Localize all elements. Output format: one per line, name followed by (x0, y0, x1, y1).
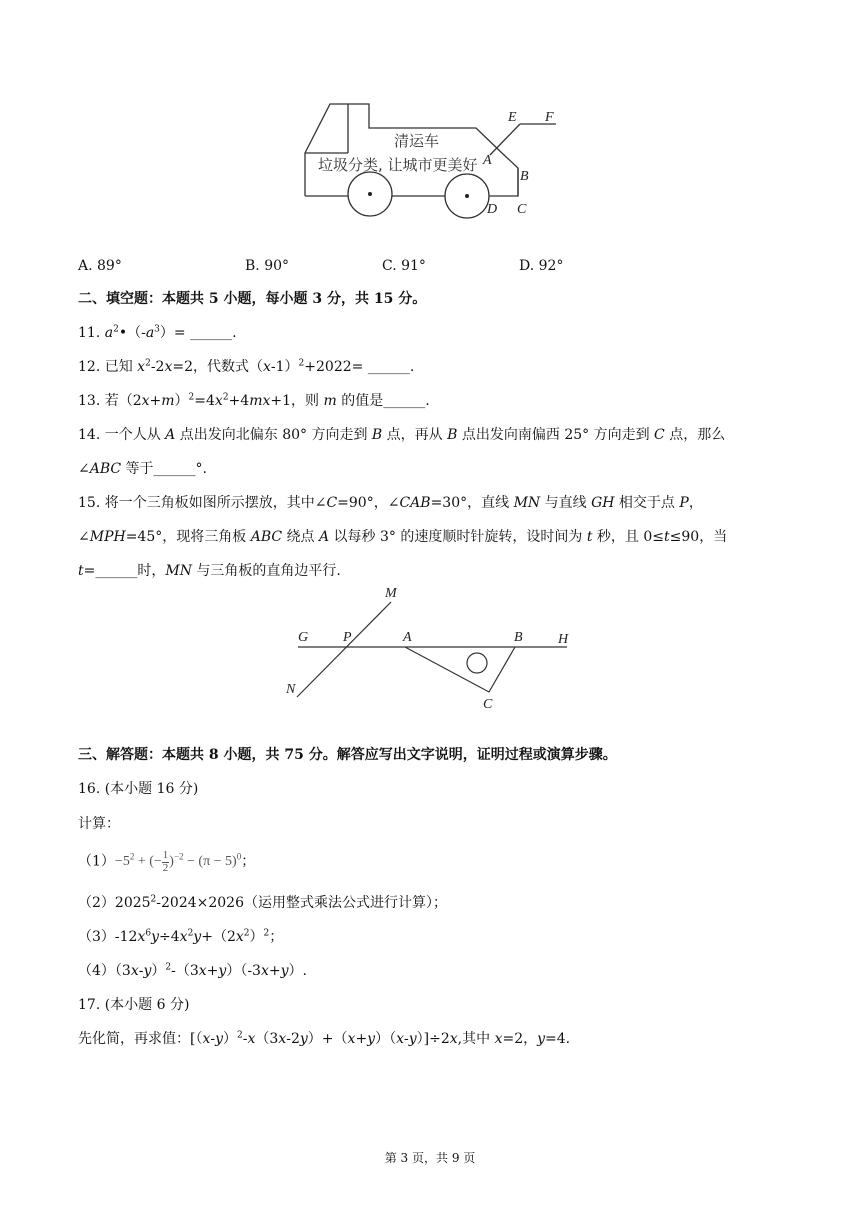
fig-label-p: P (343, 630, 352, 645)
fig-label-a: A (403, 630, 412, 645)
section2-title: 二、填空题：本题共 5 小题，每小题 3 分，共 15 分。 (78, 291, 427, 307)
fig-label-c: C (483, 697, 493, 712)
q10-option-b: B. 90° (245, 258, 290, 274)
question-14-line1: 14. 一个人从 A 点出发向北偏东 80° 方向走到 B 点，再从 B 点出发向南偏西 25° 方向走到 C 点，那么 (78, 427, 726, 443)
truck-label-e: E (508, 110, 517, 125)
question-12: 12. 已知 $x^2-2x=2$，代数式$(x-1)^2+2022=$ ______. (78, 358, 415, 375)
truck-label-a: A (483, 153, 492, 168)
question-13: 13. 若$(2x+m)^2=4x^2+4mx+1$，则 m 的值是______. (78, 392, 430, 409)
fraction-one-half: $\frac{1}{2}$ (162, 849, 169, 874)
question-15-line3: t=______时，MN 与三角板的直角边平行. (78, 563, 341, 579)
question-17-header: 17. (本小题 6 分) (78, 997, 190, 1013)
truck-label-f: F (545, 110, 554, 125)
fig-label-h: H (558, 632, 569, 647)
question-15-line2: ∠MPH=45°，现将三角板 ABC 绕点 A 以每秒 3° 的速度顺时针旋转，设时间为 t 秒，且 0≤t≤90，当 (78, 529, 728, 545)
q10-option-c: C. 91° (382, 258, 426, 274)
section3-title: 三、解答题：本题共 8 小题，共 75 分。解答应写出文字说明，证明过程或演算步骤。 (78, 747, 617, 763)
truck-text-bottom: 垃圾分类, 让城市更美好 (318, 156, 478, 174)
question-16-item3: $(3)-12x^6y\div 4x^2y+(2x^2)^2$； (78, 928, 284, 945)
fig-label-b: B (514, 630, 523, 645)
question-16-item4: $(4)(3x-y)^2-(3x+y)(-3x+y)$. (78, 962, 307, 979)
question-15-line1: 15. 将一个三角板如图所示摆放，其中∠C=90°，∠CAB=30°，直线 MN 与直线 GH 相交于点 P， (78, 495, 703, 511)
q10-option-d: D. 92° (519, 258, 564, 274)
fig-label-g: G (298, 630, 309, 645)
question-14-line2: ∠ABC 等于______°. (78, 461, 208, 477)
fig-label-m: M (385, 586, 397, 601)
truck-figure (295, 100, 585, 225)
truck-label-c: C (517, 202, 527, 217)
truck-label-d: D (487, 202, 498, 217)
q10-option-a: A. 89° (78, 258, 122, 274)
page-footer: 第 3 页，共 9 页 (384, 1151, 476, 1165)
question-17-body: 先化简，再求值：$[(x-y)^2-x(3x-2y)+(x+y)(x-y)]\div 2x$,其中 x=2，y=4. (78, 1030, 571, 1047)
truck-text-top: 清运车 (394, 132, 440, 150)
truck-label-b: B (520, 169, 529, 184)
fig-label-n: N (286, 682, 296, 697)
question-16-intro: 计算： (78, 816, 120, 832)
question-11: 11. $a^2•(-a^3)=$ ______. (78, 324, 237, 341)
triangle-figure (280, 580, 580, 715)
question-16-item1: $(1)-5^2$ + (− $\frac{1}{2}$ )$^{-2} - (\pi - 5)^0$； (78, 849, 256, 874)
question-16-header: 16. (本小题 16 分) (78, 781, 199, 797)
question-16-item2: $(2)2025^2-2024\times 2026$（运用整式乘法公式进行计算）； (78, 894, 447, 911)
